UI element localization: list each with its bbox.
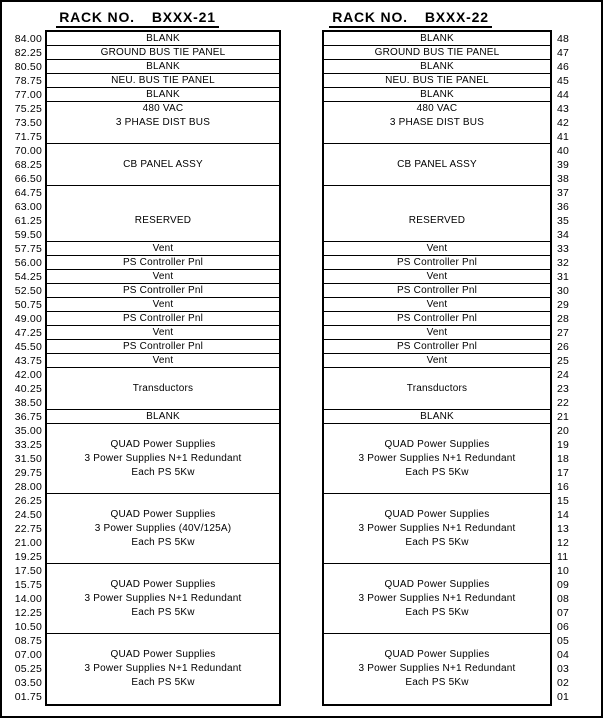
rack-slot xyxy=(324,284,550,298)
rack-21-header xyxy=(45,7,230,28)
rack-slot xyxy=(324,74,550,88)
ruler-label: 03 xyxy=(557,663,570,675)
slot-label: PS Controller Pnl xyxy=(122,284,204,296)
ruler-label: 71.75 xyxy=(14,131,42,143)
rack-slot xyxy=(47,46,279,60)
rack-slot xyxy=(47,242,279,256)
slot-label: Transductors xyxy=(132,382,194,394)
ruler-label: 07 xyxy=(557,607,570,619)
rack-22-title-prefix: RACK NO. xyxy=(332,9,408,25)
ruler-label: 40.25 xyxy=(14,383,42,395)
rack-slot xyxy=(47,326,279,340)
ruler-label: 01 xyxy=(557,691,570,703)
ruler-label: 19 xyxy=(557,439,570,451)
slot-label: Each PS 5Kw xyxy=(131,536,195,548)
slot-label: BLANK xyxy=(146,88,180,100)
slot-label: BLANK xyxy=(420,410,454,422)
rack-slot xyxy=(47,298,279,312)
ruler-label: 44 xyxy=(557,89,570,101)
rack-slot xyxy=(47,564,279,634)
ruler-label: 28 xyxy=(557,313,570,325)
ruler-label: 04 xyxy=(557,649,570,661)
ruler-label: 22 xyxy=(557,397,570,409)
ruler-label: 36.75 xyxy=(14,411,42,423)
ruler-label: 28.00 xyxy=(14,481,42,493)
rack-slot xyxy=(324,186,550,242)
slot-label: CB PANEL ASSY xyxy=(123,158,203,170)
slot-label: 480 VAC xyxy=(416,103,458,114)
rack-22-ruler-units xyxy=(555,32,595,704)
slot-label: BLANK xyxy=(146,32,180,44)
ruler-label: 35 xyxy=(557,215,570,227)
slot-label: Each PS 5Kw xyxy=(405,466,469,478)
slot-label: 3 Power Supplies N+1 Redundant xyxy=(84,452,242,464)
rack-slot xyxy=(47,410,279,424)
ruler-label: 09 xyxy=(557,579,570,591)
slot-label: 3 Power Supplies N+1 Redundant xyxy=(358,592,516,604)
rack-22-number: BXXX-22 xyxy=(424,9,489,25)
ruler-label: 13 xyxy=(557,523,570,535)
ruler-label: 31 xyxy=(557,271,570,283)
ruler-label: 33.25 xyxy=(14,439,42,451)
ruler-label: 43 xyxy=(557,103,570,115)
rack-slot xyxy=(324,256,550,270)
rack-slot xyxy=(47,88,279,102)
slot-label: NEU. BUS TIE PANEL xyxy=(111,74,215,86)
rack-slot xyxy=(324,60,550,74)
ruler-label: 36 xyxy=(557,201,570,213)
ruler-label: 61.25 xyxy=(14,215,42,227)
slot-label: BLANK xyxy=(420,32,454,44)
rack-slot xyxy=(324,312,550,326)
ruler-label: 43.75 xyxy=(14,355,42,367)
slot-label: GROUND BUS TIE PANEL xyxy=(100,46,226,58)
ruler-label: 26.25 xyxy=(14,495,42,507)
rack-21-number: BXXX-21 xyxy=(151,9,216,25)
rack-slot xyxy=(47,634,279,704)
ruler-label: 68.25 xyxy=(14,159,42,171)
slot-label: Each PS 5Kw xyxy=(131,677,195,688)
slot-label: Transductors xyxy=(406,382,468,394)
slot-label: Each PS 5Kw xyxy=(131,606,195,618)
slot-label: PS Controller Pnl xyxy=(122,312,204,324)
slot-label: CB PANEL ASSY xyxy=(397,158,477,170)
ruler-label: 59.50 xyxy=(14,229,42,241)
ruler-label: 31.50 xyxy=(14,453,42,465)
ruler-label: 45.50 xyxy=(14,341,42,353)
slot-label: Each PS 5Kw xyxy=(405,677,469,688)
slot-label: QUAD Power Supplies xyxy=(110,508,216,520)
rack-slot xyxy=(324,494,550,564)
slot-label: BLANK xyxy=(420,88,454,100)
slot-label: 3 Power Supplies N+1 Redundant xyxy=(84,663,242,674)
slot-label: Vent xyxy=(426,298,448,310)
rack-slot xyxy=(47,102,279,144)
slot-label: Vent xyxy=(426,242,448,254)
slot-label: 3 PHASE DIST BUS xyxy=(389,117,485,128)
slot-label: Each PS 5Kw xyxy=(405,606,469,618)
rack-slot xyxy=(324,32,550,46)
rack-slot xyxy=(324,326,550,340)
ruler-label: 06 xyxy=(557,621,570,633)
ruler-label: 39 xyxy=(557,159,570,171)
rack-slot xyxy=(324,46,550,60)
rack-slot xyxy=(47,354,279,368)
ruler-label: 01.75 xyxy=(14,691,42,703)
slot-label: 480 VAC xyxy=(142,103,184,114)
rack-slot xyxy=(324,368,550,410)
slot-label: Vent xyxy=(152,326,174,338)
rack-slot xyxy=(324,354,550,368)
ruler-label: 66.50 xyxy=(14,173,42,185)
ruler-label: 47 xyxy=(557,47,570,59)
ruler-label: 48 xyxy=(557,33,570,45)
rack-21-ruler-inches xyxy=(2,32,44,704)
slot-label: QUAD Power Supplies xyxy=(384,508,490,520)
ruler-label: 41 xyxy=(557,131,570,143)
ruler-label: 10.50 xyxy=(14,621,42,633)
ruler-label: 22.75 xyxy=(14,523,42,535)
rack-slot xyxy=(47,312,279,326)
rack-slot xyxy=(47,186,279,242)
slot-label: Vent xyxy=(426,326,448,338)
ruler-label: 29 xyxy=(557,299,570,311)
ruler-label: 73.50 xyxy=(14,117,42,129)
ruler-label: 19.25 xyxy=(14,551,42,563)
slot-label: PS Controller Pnl xyxy=(122,340,204,352)
slot-label: Vent xyxy=(426,354,448,366)
ruler-label: 12.25 xyxy=(14,607,42,619)
ruler-label: 16 xyxy=(557,481,570,493)
ruler-label: 82.25 xyxy=(14,47,42,59)
slot-label: RESERVED xyxy=(134,214,192,226)
rack-slot xyxy=(47,424,279,494)
rack-slot xyxy=(47,270,279,284)
ruler-label: 08 xyxy=(557,593,570,605)
ruler-label: 27 xyxy=(557,327,570,339)
rack-slot xyxy=(47,256,279,270)
slot-label: 3 PHASE DIST BUS xyxy=(115,117,211,128)
ruler-label: 35.00 xyxy=(14,425,42,437)
rack-slot xyxy=(47,494,279,564)
ruler-label: 15.75 xyxy=(14,579,42,591)
slot-label: NEU. BUS TIE PANEL xyxy=(385,74,489,86)
ruler-label: 46 xyxy=(557,61,570,73)
rack-21-title-prefix: RACK NO. xyxy=(59,9,135,25)
ruler-label: 70.00 xyxy=(14,145,42,157)
slot-label: QUAD Power Supplies xyxy=(384,578,490,590)
ruler-label: 84.00 xyxy=(14,33,42,45)
ruler-label: 12 xyxy=(557,537,570,549)
slot-label: GROUND BUS TIE PANEL xyxy=(374,46,500,58)
rack-21-title xyxy=(56,9,219,28)
rack-22-title xyxy=(329,9,492,28)
ruler-label: 11 xyxy=(557,551,569,563)
rack-slot xyxy=(324,102,550,144)
slot-label: 3 Power Supplies (40V/125A) xyxy=(94,522,232,534)
ruler-label: 17 xyxy=(557,467,570,479)
rack-slot xyxy=(47,368,279,410)
ruler-label: 07.00 xyxy=(14,649,42,661)
slot-label: PS Controller Pnl xyxy=(396,312,478,324)
rack-slot xyxy=(324,298,550,312)
rack-slot xyxy=(324,242,550,256)
slot-label: Each PS 5Kw xyxy=(405,536,469,548)
ruler-label: 29.75 xyxy=(14,467,42,479)
slot-label: Vent xyxy=(426,270,448,282)
ruler-label: 17.50 xyxy=(14,565,42,577)
rack-slot xyxy=(324,340,550,354)
rack-21-box xyxy=(45,30,281,706)
ruler-label: 49.00 xyxy=(14,313,42,325)
rack-slot xyxy=(324,144,550,186)
ruler-label: 21.00 xyxy=(14,537,42,549)
slot-label: 3 Power Supplies N+1 Redundant xyxy=(358,452,516,464)
rack-slot xyxy=(47,144,279,186)
slot-label: 3 Power Supplies N+1 Redundant xyxy=(358,522,516,534)
ruler-label: 42.00 xyxy=(14,369,42,381)
ruler-label: 32 xyxy=(557,257,570,269)
rack-slot xyxy=(324,634,550,704)
ruler-label: 24.50 xyxy=(14,509,42,521)
slot-label: BLANK xyxy=(420,60,454,72)
ruler-label: 77.00 xyxy=(14,89,42,101)
ruler-label: 18 xyxy=(557,453,570,465)
slot-label: QUAD Power Supplies xyxy=(384,649,490,660)
ruler-label: 25 xyxy=(557,355,570,367)
slot-label: Each PS 5Kw xyxy=(131,466,195,478)
ruler-label: 05.25 xyxy=(14,663,42,675)
ruler-label: 52.50 xyxy=(14,285,42,297)
rack-22-box xyxy=(322,30,552,706)
ruler-label: 02 xyxy=(557,677,570,689)
ruler-label: 63.00 xyxy=(14,201,42,213)
slot-label: PS Controller Pnl xyxy=(122,256,204,268)
slot-label: PS Controller Pnl xyxy=(396,256,478,268)
slot-label: Vent xyxy=(152,242,174,254)
ruler-label: 78.75 xyxy=(14,75,42,87)
ruler-label: 40 xyxy=(557,145,570,157)
ruler-label: 56.00 xyxy=(14,257,42,269)
ruler-label: 15 xyxy=(557,495,570,507)
slot-label: PS Controller Pnl xyxy=(396,340,478,352)
slot-label: PS Controller Pnl xyxy=(396,284,478,296)
slot-label: Vent xyxy=(152,354,174,366)
ruler-label: 50.75 xyxy=(14,299,42,311)
ruler-label: 05 xyxy=(557,635,570,647)
slot-label: QUAD Power Supplies xyxy=(384,438,490,450)
rack-slot xyxy=(324,564,550,634)
ruler-label: 23 xyxy=(557,383,570,395)
rack-22-header xyxy=(318,7,503,28)
slot-label: QUAD Power Supplies xyxy=(110,578,216,590)
ruler-label: 42 xyxy=(557,117,570,129)
rack-slot xyxy=(324,270,550,284)
rack-slot xyxy=(47,74,279,88)
ruler-label: 80.50 xyxy=(14,61,42,73)
rack-slot xyxy=(47,340,279,354)
slot-label: BLANK xyxy=(146,410,180,422)
ruler-label: 75.25 xyxy=(14,103,42,115)
slot-label: 3 Power Supplies N+1 Redundant xyxy=(358,663,516,674)
ruler-label: 21 xyxy=(557,411,570,423)
ruler-label: 57.75 xyxy=(14,243,42,255)
slot-label: QUAD Power Supplies xyxy=(110,438,216,450)
rack-slot xyxy=(47,32,279,46)
ruler-label: 54.25 xyxy=(14,271,42,283)
ruler-label: 64.75 xyxy=(14,187,42,199)
ruler-label: 08.75 xyxy=(14,635,42,647)
ruler-label: 47.25 xyxy=(14,327,42,339)
ruler-label: 14.00 xyxy=(14,593,42,605)
rack-slot xyxy=(47,60,279,74)
ruler-label: 45 xyxy=(557,75,570,87)
ruler-label: 38.50 xyxy=(14,397,42,409)
rack-slot xyxy=(324,88,550,102)
ruler-label: 30 xyxy=(557,285,570,297)
ruler-label: 37 xyxy=(557,187,570,199)
slot-label: Vent xyxy=(152,270,174,282)
ruler-label: 14 xyxy=(557,509,570,521)
ruler-label: 03.50 xyxy=(14,677,42,689)
ruler-label: 34 xyxy=(557,229,570,241)
ruler-label: 26 xyxy=(557,341,570,353)
rack-slot xyxy=(324,410,550,424)
rack-slot xyxy=(47,284,279,298)
slot-label: BLANK xyxy=(146,60,180,72)
rack-slot xyxy=(324,424,550,494)
slot-label: QUAD Power Supplies xyxy=(110,649,216,660)
slot-label: 3 Power Supplies N+1 Redundant xyxy=(84,592,242,604)
ruler-label: 20 xyxy=(557,425,570,437)
slot-label: Vent xyxy=(152,298,174,310)
ruler-label: 33 xyxy=(557,243,570,255)
ruler-label: 10 xyxy=(557,565,570,577)
ruler-label: 38 xyxy=(557,173,570,185)
slot-label: RESERVED xyxy=(408,214,466,226)
ruler-label: 24 xyxy=(557,369,570,381)
